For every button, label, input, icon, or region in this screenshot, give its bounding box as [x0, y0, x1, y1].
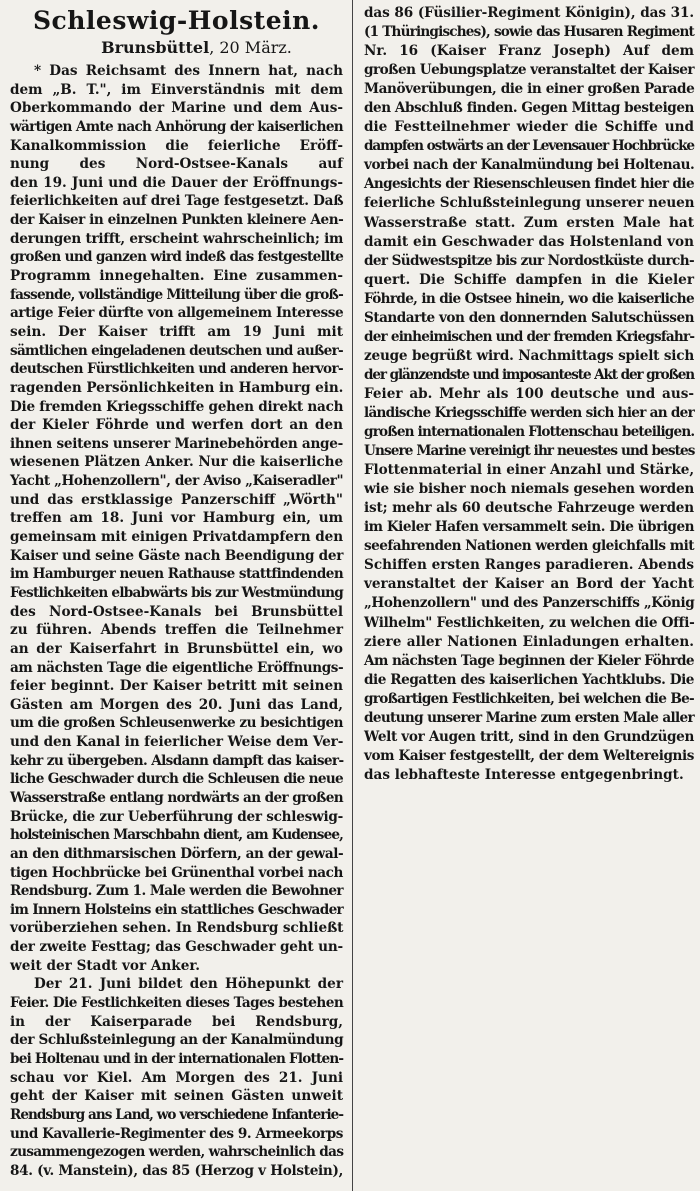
- text-line: den Abschluß finden. Gegen Mittag besteigen: [364, 100, 694, 117]
- dateline-place: Brunsbüttel: [101, 38, 210, 57]
- text-line: quert. Die Schiffe dampfen in die Kieler: [364, 271, 694, 288]
- left-column: [10, 0, 343, 1180]
- text-line: 84. (v. Manstein), das 85 (Herzog v Holstein),: [10, 1162, 344, 1179]
- text-line: Manöverübungen, die in einer großen Parade: [364, 81, 695, 98]
- text-line: vorbei nach der Kanalmündung bei Holtenau.: [364, 157, 695, 174]
- article-body-left: [10, 62, 343, 1180]
- text-line: Flottenmaterial in einer Anzahl und Stärke,: [364, 462, 694, 479]
- text-line: (1 Thüringisches), sowie das Husaren Regiment: [364, 24, 694, 41]
- text-line: wärtigen Amte nach Anhörung der kaiserlichen: [10, 118, 343, 135]
- text-line: Welt vor Augen tritt, sind in den Grundzügen: [364, 728, 694, 745]
- dateline: [10, 38, 343, 62]
- text-line: Wasserstraße statt. Zum ersten Male hat: [364, 214, 694, 231]
- text-line: Feier ab. Mehr als 100 deutsche und aus-: [364, 385, 694, 402]
- text-line: * Das Reichsamt des Innern hat, nach: [34, 63, 343, 79]
- text-line: im Kieler Hafen versammelt sein. Die übrigen: [364, 519, 695, 536]
- text-line: großen und ganzen wird indeß das festgestellte: [10, 249, 344, 266]
- text-line: des Nord-Ostsee-Kanals bei Brunsbüttel: [10, 603, 343, 620]
- text-line: das lebhafteste Interesse entgegenbringt.: [364, 766, 684, 783]
- text-line: das 86 (Füsilier-Regiment Königin), das 31.: [364, 5, 694, 21]
- text-line: der Südwestspitze bis zur Nordostküste durch-: [364, 252, 694, 269]
- text-line: Schiffen ersten Ranges paradieren. Abends: [364, 557, 694, 574]
- text-line: großen Uebungsplatze veranstaltet der Kaiser: [364, 62, 694, 79]
- text-line: deutschen Fürstlichkeiten und anderen hervor-: [10, 361, 343, 378]
- text-line: tigen Hochbrücke bei Grünenthal vorbei nach: [10, 864, 343, 881]
- text-line: Kaiser und seine Gäste nach Beendigung der: [10, 547, 344, 564]
- text-line: zusammengezogen werden, wahrscheinlich das: [10, 1144, 344, 1161]
- text-line: Oberkommando der Marine und dem Aus-: [10, 100, 343, 117]
- text-line: die Festteilnehmer wieder die Schiffe und: [364, 119, 694, 136]
- text-line: ländische Kriegsschiffe werden sich hier an der: [364, 404, 695, 421]
- text-line: kehr zu übergeben. Alsdann dampft das kaiser-: [10, 752, 344, 769]
- text-line: sein. Der Kaiser trifft am 19 Juni mit: [10, 323, 343, 340]
- text-line: Wasserstraße entlang nordwärts an der großen: [10, 789, 343, 806]
- text-line: der einheimischen und der fremden Kriegsfahr-: [364, 328, 695, 345]
- text-line: feierlichkeiten auf drei Tage festgesetzt. Daß: [10, 193, 344, 210]
- text-line: der Kaiser in einzelnen Punkten kleinere Aen-: [10, 212, 344, 229]
- text-line: Kanalkommission die feierliche Eröff-: [10, 137, 343, 154]
- text-line: Am nächsten Tage beginnen der Kieler Föhrde: [364, 652, 694, 669]
- column-divider: [352, 0, 353, 1191]
- text-line: großen internationalen Flottenschau beteiligen.: [364, 424, 695, 441]
- article-body-right: [364, 4, 694, 785]
- text-line: Programm innegehalten. Eine zusammen-: [10, 268, 343, 285]
- text-line: wie sie bisher noch niemals gesehen worden: [364, 481, 695, 498]
- text-line: damit ein Geschwader das Holstenland von: [364, 233, 694, 250]
- text-line: der glänzendste und imposanteste Akt der großen: [364, 366, 694, 383]
- text-line: schau vor Kiel. Am Morgen des 21. Juni: [10, 1069, 343, 1086]
- text-line: Föhrde, in die Ostsee hinein, wo die kaiserliche: [364, 290, 694, 307]
- text-line: sämtlichen eingeladenen deutschen und außer-: [10, 342, 343, 359]
- text-line: der zweite Festtag; das Geschwader geht un-: [10, 939, 343, 956]
- text-line: geht der Kaiser mit seinen Gästen unweit: [10, 1088, 343, 1105]
- text-line: Yacht „Hohenzollern", der Aviso „Kaiseradler": [10, 473, 344, 490]
- text-line: in der Kaiserparade bei Rendsburg,: [10, 1013, 343, 1030]
- text-line: liche Geschwader durch die Schleusen die neue: [10, 771, 343, 788]
- text-line: derungen trifft, erscheint wahrscheinlich; im: [10, 230, 344, 247]
- text-line: Der 21. Juni bildet den Höhepunkt der: [34, 976, 343, 993]
- text-line: zeuge begrüßt wird. Nachmittags spielt sich: [364, 347, 694, 364]
- text-line: Brücke, die zur Ueberführung der schleswig-: [10, 808, 343, 825]
- text-line: großartigen Festlichkeiten, bei welchen die Be-: [364, 690, 694, 707]
- text-line: und das erstklassige Panzerschiff „Wörth": [10, 491, 343, 508]
- text-line: feier beginnt. Der Kaiser betritt mit seinen: [10, 678, 343, 695]
- text-line: Gästen am Morgen des 20. Juni das Land,: [10, 696, 343, 713]
- dateline-date: , 20 März.: [209, 38, 292, 57]
- text-line: Die fremden Kriegsschiffe gehen direkt nach: [10, 398, 344, 415]
- text-line: wiesenen Plätzen Anker. Nur die kaiserliche: [10, 454, 343, 471]
- text-line: um die großen Schleusenwerke zu besichtigen: [10, 715, 343, 732]
- text-line: Feier. Die Festlichkeiten dieses Tages bestehen: [10, 995, 344, 1012]
- text-line: im Innern Holsteins ein stattliches Geschwader: [10, 901, 344, 918]
- text-line: vom Kaiser festgestellt, der dem Weltereignis: [364, 747, 694, 764]
- text-line: zu führen. Abends treffen die Teilnehmer: [10, 622, 343, 639]
- text-line: die Regatten des kaiserlichen Yachtklubs. Die: [364, 671, 694, 688]
- text-line: artige Feier dürfte von allgemeinem Interesse: [10, 305, 344, 322]
- text-line: ragenden Persönlichkeiten in Hamburg ein.: [10, 379, 344, 396]
- text-line: ihnen seitens unserer Marinebehörden ange-: [10, 435, 343, 452]
- text-line: „Hohenzollern" und des Panzerschiffs „König: [364, 595, 695, 612]
- text-line: Rendsburg ans Land, wo verschiedene Infanterie-: [10, 1106, 343, 1123]
- text-line: bei Holtenau und in der internationalen Flotten-: [10, 1050, 344, 1067]
- text-line: dampfen ostwärts an der Levensauer Hochbrücke: [364, 138, 694, 155]
- text-line: am nächsten Tage die eigentliche Eröffnungs-: [10, 659, 344, 676]
- text-line: der Schlußsteinlegung an der Kanalmündung: [10, 1032, 344, 1049]
- text-line: weit der Stadt vor Anker.: [10, 957, 200, 974]
- text-line: den 19. Juni und die Dauer der Eröffnungs-: [10, 174, 343, 191]
- text-line: gemeinsam mit einigen Privatdampfern den: [10, 529, 344, 546]
- section-title: Schleswig-Holstein.: [32, 6, 320, 35]
- text-line: ziere aller Nationen Einladungen erhalten.: [364, 633, 694, 650]
- text-line: deutung unserer Marine zum ersten Male aller: [364, 709, 694, 726]
- right-column: [364, 4, 694, 785]
- text-line: an der Kaiserfahrt in Brunsbüttel ein, wo: [10, 640, 343, 657]
- text-line: veranstaltet der Kaiser an Bord der Yacht: [364, 576, 694, 593]
- text-line: Nr. 16 (Kaiser Franz Joseph) Auf dem: [364, 43, 694, 60]
- text-line: der Kieler Föhrde und werfen dort an den: [10, 417, 343, 434]
- text-line: vorüberziehen sehen. In Rendsburg schließt: [10, 920, 344, 937]
- text-line: Wilhelm" Festlichkeiten, zu welchen die Offi-: [364, 614, 695, 631]
- text-line: Rendsburg. Zum 1. Male werden die Bewohner: [10, 883, 343, 900]
- text-line: im Hamburger neuen Rathause stattfindenden: [10, 566, 344, 583]
- text-line: an den dithmarsischen Dörfern, an der gewal-: [10, 845, 344, 862]
- text-line: dem „B. T.", im Einverständnis mit dem: [10, 81, 343, 98]
- text-line: und den Kanal in feierlicher Weise dem Ver-: [10, 734, 344, 751]
- text-line: nung des Nord-Ostsee-Kanals auf: [10, 156, 343, 173]
- text-line: feierliche Schlußsteinlegung unserer neuen: [364, 195, 695, 212]
- text-line: seefahrenden Nationen werden gleichfalls mit: [364, 538, 694, 555]
- text-line: Standarte von den donnernden Salutschüssen: [364, 309, 694, 326]
- text-line: Festlichkeiten elbabwärts bis zur Westmündung: [10, 584, 343, 601]
- text-line: Unsere Marine vereinigt ihr neuestes und bestes: [364, 443, 695, 460]
- text-line: und Kavallerie-Regimenter des 9. Armeekorps: [10, 1125, 343, 1142]
- text-line: fassende, vollständige Mitteilung über die groß-: [10, 286, 344, 303]
- text-line: Angesichts der Riesenschleusen findet hier die: [364, 176, 694, 193]
- text-line: ist; mehr als 60 deutsche Fahrzeuge werden: [364, 500, 694, 517]
- text-line: treffen am 18. Juni vor Hamburg ein, um: [10, 510, 343, 527]
- text-line: holsteinischen Marschbahn dient, am Kudensee,: [10, 827, 343, 844]
